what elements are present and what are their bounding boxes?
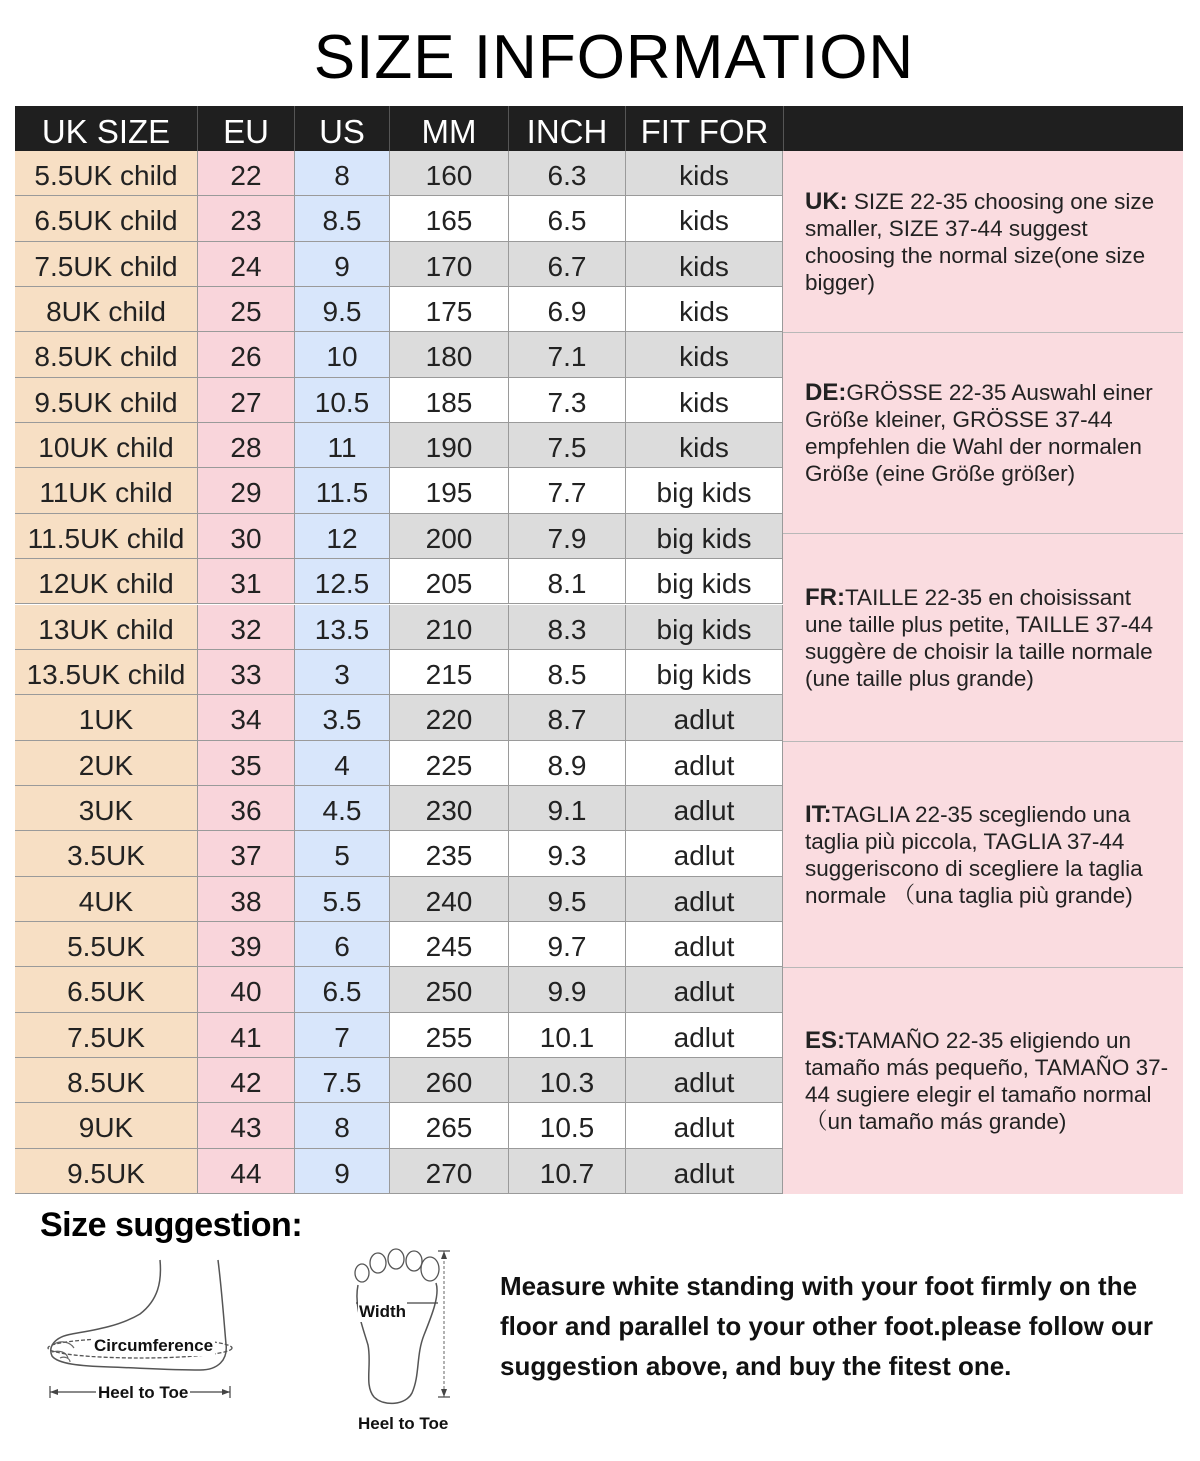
cell-uk-size: 8.5UK child bbox=[15, 332, 198, 377]
cell-us: 6.5 bbox=[295, 967, 390, 1012]
cell-us: 9.5 bbox=[295, 287, 390, 332]
cell-uk-size: 7.5UK child bbox=[15, 242, 198, 287]
cell-mm: 235 bbox=[390, 831, 509, 876]
note-lang-uk: UK: bbox=[805, 187, 848, 215]
cell-eu: 26 bbox=[198, 332, 295, 377]
cell-uk-size: 13UK child bbox=[15, 605, 198, 650]
header-inch: INCH bbox=[509, 106, 626, 151]
measure-instructions: Measure white standing with your foot firmly on the floor and parallel to your other foot.please follow our suggestion above, and buy the fitest one. bbox=[500, 1271, 1153, 1381]
cell-mm: 160 bbox=[390, 151, 509, 196]
cell-mm: 245 bbox=[390, 922, 509, 967]
cell-inch: 8.3 bbox=[509, 605, 626, 650]
table-header bbox=[15, 106, 1183, 151]
cell-eu: 39 bbox=[198, 922, 295, 967]
note-es bbox=[783, 968, 1183, 1194]
cell-us: 10.5 bbox=[295, 378, 390, 423]
cell-inch: 8.1 bbox=[509, 559, 626, 604]
cell-fit-for: adlut bbox=[626, 1103, 783, 1148]
cell-mm: 190 bbox=[390, 423, 509, 468]
cell-fit-for: kids bbox=[626, 196, 783, 241]
note-fr bbox=[783, 534, 1183, 742]
cell-fit-for: adlut bbox=[626, 922, 783, 967]
cell-mm: 230 bbox=[390, 786, 509, 831]
cell-eu: 31 bbox=[198, 559, 295, 604]
cell-inch: 9.7 bbox=[509, 922, 626, 967]
cell-fit-for: adlut bbox=[626, 741, 783, 786]
cell-eu: 32 bbox=[198, 605, 295, 650]
cell-eu: 41 bbox=[198, 1013, 295, 1058]
cell-inch: 7.1 bbox=[509, 332, 626, 377]
note-text-es: TAMAÑO 22-35 eligiendo un tamaño más pequeño, TAMAÑO 37-44 sugiere elegir el tamaño normal （un tamaño más grande) bbox=[805, 1028, 1169, 1134]
cell-inch: 7.9 bbox=[509, 514, 626, 559]
cell-eu: 30 bbox=[198, 514, 295, 559]
cell-uk-size: 3.5UK bbox=[15, 831, 198, 876]
cell-inch: 6.7 bbox=[509, 242, 626, 287]
cell-us: 9 bbox=[295, 1149, 390, 1194]
cell-uk-size: 2UK bbox=[15, 741, 198, 786]
cell-inch: 7.3 bbox=[509, 378, 626, 423]
cell-us: 12 bbox=[295, 514, 390, 559]
cell-eu: 34 bbox=[198, 695, 295, 740]
cell-uk-size: 9.5UK child bbox=[15, 378, 198, 423]
cell-fit-for: adlut bbox=[626, 1149, 783, 1194]
cell-inch: 10.3 bbox=[509, 1058, 626, 1103]
cell-mm: 250 bbox=[390, 967, 509, 1012]
cell-inch: 10.7 bbox=[509, 1149, 626, 1194]
cell-uk-size: 4UK bbox=[15, 877, 198, 922]
cell-us: 8 bbox=[295, 151, 390, 196]
cell-mm: 175 bbox=[390, 287, 509, 332]
cell-inch: 6.3 bbox=[509, 151, 626, 196]
note-lang-de: DE: bbox=[805, 379, 847, 406]
cell-mm: 225 bbox=[390, 741, 509, 786]
cell-mm: 220 bbox=[390, 695, 509, 740]
cell-mm: 210 bbox=[390, 605, 509, 650]
note-text-de: GRÖSSE 22-35 Auswahl einer Größe kleiner, GRÖSSE 37-44 empfehlen die Wahl der normalen Größe (eine Größe größer) bbox=[805, 380, 1153, 486]
note-de bbox=[783, 333, 1183, 534]
cell-uk-size: 6.5UK bbox=[15, 967, 198, 1012]
cell-inch: 10.5 bbox=[509, 1103, 626, 1148]
cell-uk-size: 3UK bbox=[15, 786, 198, 831]
cell-us: 12.5 bbox=[295, 559, 390, 604]
cell-us: 3 bbox=[295, 650, 390, 695]
cell-us: 7 bbox=[295, 1013, 390, 1058]
foot-top-diagram bbox=[340, 1245, 480, 1415]
cell-fit-for: kids bbox=[626, 423, 783, 468]
cell-eu: 35 bbox=[198, 741, 295, 786]
cell-eu: 40 bbox=[198, 967, 295, 1012]
cell-uk-size: 8UK child bbox=[15, 287, 198, 332]
cell-fit-for: adlut bbox=[626, 1013, 783, 1058]
cell-fit-for: big kids bbox=[626, 468, 783, 513]
cell-fit-for: adlut bbox=[626, 831, 783, 876]
cell-fit-for: adlut bbox=[626, 877, 783, 922]
header-fit-for: FIT FOR bbox=[626, 106, 784, 151]
cell-fit-for: adlut bbox=[626, 695, 783, 740]
cell-inch: 9.1 bbox=[509, 786, 626, 831]
cell-inch: 6.9 bbox=[509, 287, 626, 332]
cell-inch: 7.7 bbox=[509, 468, 626, 513]
header-eu: EU bbox=[198, 106, 295, 151]
header-mm: MM bbox=[390, 106, 509, 151]
cell-fit-for: kids bbox=[626, 378, 783, 423]
cell-uk-size: 7.5UK bbox=[15, 1013, 198, 1058]
cell-fit-for: kids bbox=[626, 287, 783, 332]
cell-mm: 270 bbox=[390, 1149, 509, 1194]
cell-mm: 165 bbox=[390, 196, 509, 241]
note-lang-fr: FR: bbox=[805, 583, 845, 611]
cell-fit-for: kids bbox=[626, 242, 783, 287]
cell-us: 5.5 bbox=[295, 877, 390, 922]
cell-eu: 23 bbox=[198, 196, 295, 241]
cell-inch: 6.5 bbox=[509, 196, 626, 241]
cell-uk-size: 9UK bbox=[15, 1103, 198, 1148]
cell-eu: 27 bbox=[198, 378, 295, 423]
cell-eu: 33 bbox=[198, 650, 295, 695]
cell-inch: 10.1 bbox=[509, 1013, 626, 1058]
cell-mm: 215 bbox=[390, 650, 509, 695]
cell-eu: 24 bbox=[198, 242, 295, 287]
cell-mm: 240 bbox=[390, 877, 509, 922]
note-text-fr: TAILLE 22-35 en choisissant une taille plus petite, TAILLE 37-44 suggère de choisir la taille normale (une taille plus grande) bbox=[805, 584, 1154, 691]
note-it bbox=[783, 742, 1183, 968]
cell-eu: 44 bbox=[198, 1149, 295, 1194]
cell-uk-size: 8.5UK bbox=[15, 1058, 198, 1103]
cell-us: 13.5 bbox=[295, 605, 390, 650]
cell-us: 10 bbox=[295, 332, 390, 377]
cell-us: 9 bbox=[295, 242, 390, 287]
note-lang-it: IT: bbox=[805, 800, 832, 828]
header-us: US bbox=[295, 106, 390, 151]
cell-us: 4.5 bbox=[295, 786, 390, 831]
cell-fit-for: big kids bbox=[626, 605, 783, 650]
cell-eu: 42 bbox=[198, 1058, 295, 1103]
cell-uk-size: 12UK child bbox=[15, 559, 198, 604]
heel-to-toe-label-2: Heel to Toe bbox=[358, 1414, 449, 1433]
cell-mm: 205 bbox=[390, 559, 509, 604]
page-title: SIZE INFORMATION bbox=[313, 23, 915, 92]
cell-us: 7.5 bbox=[295, 1058, 390, 1103]
cell-inch: 8.7 bbox=[509, 695, 626, 740]
cell-uk-size: 6.5UK child bbox=[15, 196, 198, 241]
cell-eu: 36 bbox=[198, 786, 295, 831]
note-text-it: TAGLIA 22-35 scegliendo una taglia più piccola, TAGLIA 37-44 suggeriscono di scegliere la taglia normale （una taglia più grande) bbox=[805, 801, 1143, 908]
cell-uk-size: 11.5UK child bbox=[15, 514, 198, 559]
cell-eu: 43 bbox=[198, 1103, 295, 1148]
cell-eu: 38 bbox=[198, 877, 295, 922]
cell-mm: 200 bbox=[390, 514, 509, 559]
cell-mm: 195 bbox=[390, 468, 509, 513]
cell-uk-size: 9.5UK bbox=[15, 1149, 198, 1194]
cell-fit-for: big kids bbox=[626, 650, 783, 695]
cell-inch: 8.5 bbox=[509, 650, 626, 695]
cell-us: 3.5 bbox=[295, 695, 390, 740]
circumference-label: Circumference bbox=[94, 1336, 214, 1355]
note-uk bbox=[783, 151, 1183, 333]
header-uk-size: UK SIZE bbox=[15, 106, 198, 151]
cell-us: 6 bbox=[295, 922, 390, 967]
cell-uk-size: 1UK bbox=[15, 695, 198, 740]
cell-uk-size: 10UK child bbox=[15, 423, 198, 468]
cell-fit-for: big kids bbox=[626, 514, 783, 559]
cell-inch: 9.3 bbox=[509, 831, 626, 876]
cell-mm: 170 bbox=[390, 242, 509, 287]
cell-us: 8.5 bbox=[295, 196, 390, 241]
cell-uk-size: 11UK child bbox=[15, 468, 198, 513]
cell-fit-for: big kids bbox=[626, 559, 783, 604]
width-label: Width bbox=[359, 1302, 407, 1321]
cell-fit-for: adlut bbox=[626, 786, 783, 831]
cell-fit-for: kids bbox=[626, 332, 783, 377]
cell-eu: 25 bbox=[198, 287, 295, 332]
cell-mm: 180 bbox=[390, 332, 509, 377]
cell-mm: 265 bbox=[390, 1103, 509, 1148]
cell-us: 11.5 bbox=[295, 468, 390, 513]
cell-inch: 8.9 bbox=[509, 741, 626, 786]
cell-us: 5 bbox=[295, 831, 390, 876]
cell-inch: 7.5 bbox=[509, 423, 626, 468]
cell-uk-size: 5.5UK child bbox=[15, 151, 198, 196]
cell-eu: 22 bbox=[198, 151, 295, 196]
cell-fit-for: adlut bbox=[626, 967, 783, 1012]
size-table bbox=[15, 106, 1183, 1194]
note-lang-es: ES: bbox=[805, 1027, 846, 1054]
cell-uk-size: 5.5UK bbox=[15, 922, 198, 967]
cell-eu: 37 bbox=[198, 831, 295, 876]
cell-inch: 9.5 bbox=[509, 877, 626, 922]
cell-eu: 28 bbox=[198, 423, 295, 468]
cell-eu: 29 bbox=[198, 468, 295, 513]
cell-inch: 9.9 bbox=[509, 967, 626, 1012]
cell-fit-for: adlut bbox=[626, 1058, 783, 1103]
size-suggestion-heading: Size suggestion: bbox=[40, 1206, 303, 1244]
cell-us: 4 bbox=[295, 741, 390, 786]
heel-to-toe-label: Heel to Toe bbox=[98, 1383, 189, 1402]
cell-mm: 255 bbox=[390, 1013, 509, 1058]
note-text-uk: SIZE 22-35 choosing one size smaller, SIZE 37-44 suggest choosing the normal size(one size bigger) bbox=[805, 188, 1155, 295]
cell-fit-for: kids bbox=[626, 151, 783, 196]
cell-uk-size: 13.5UK child bbox=[15, 650, 198, 695]
cell-mm: 185 bbox=[390, 378, 509, 423]
cell-us: 8 bbox=[295, 1103, 390, 1148]
cell-us: 11 bbox=[295, 423, 390, 468]
cell-mm: 260 bbox=[390, 1058, 509, 1103]
